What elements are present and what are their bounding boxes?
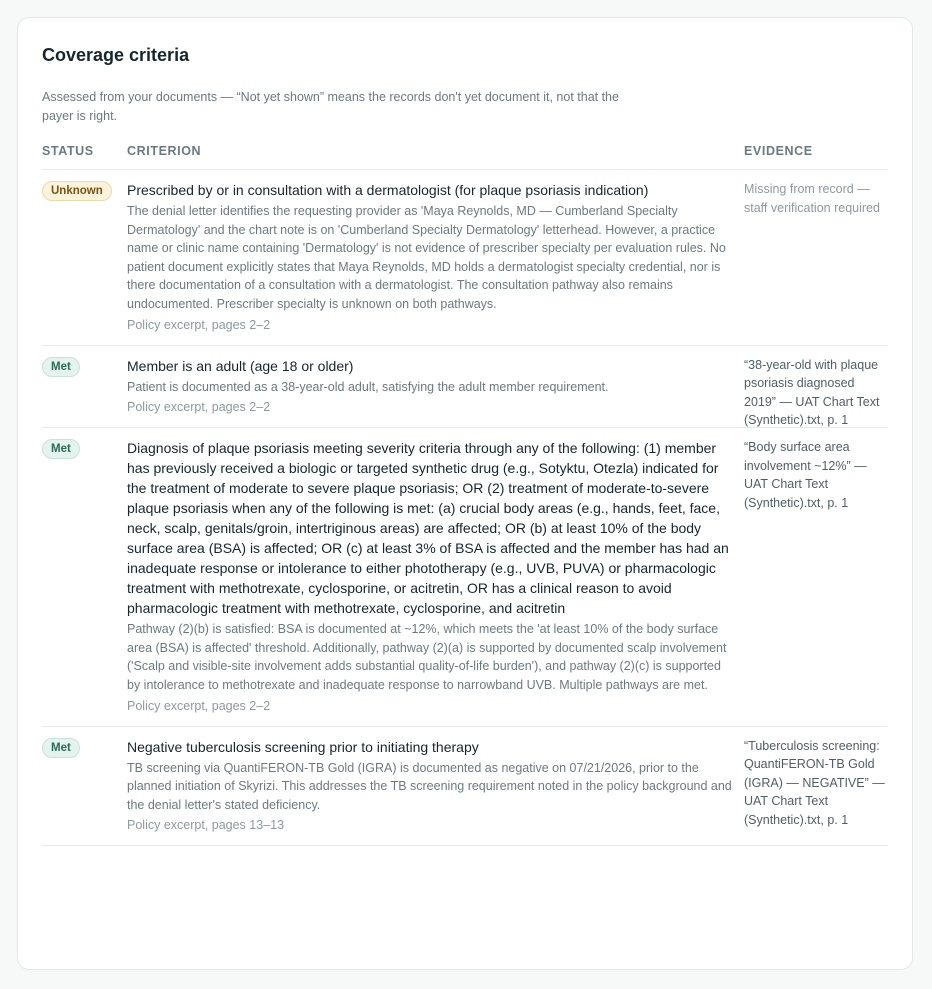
header-criterion: CRITERION	[127, 144, 202, 158]
criterion-cell	[127, 180, 734, 334]
criterion-detail: Pathway (2)(b) is satisfied: BSA is documented at ~12%, which meets the 'at least 10% of the body surface area (BSA) is affected' threshold. Additionally, pathway (2)(a) is supported by documented scalp involvement ('Scalp and visible-site involvement adds substantial quality-of-life burden'), and pathway (2)(c) is supported by intolerance to methotrexate and inadequate response to narrowband UVB. Multiple pathways are met.	[127, 622, 727, 692]
criterion-detail: Patient is documented as a 38-year-old adult, satisfying the adult member requirement.	[127, 379, 609, 394]
status-badge: Met	[42, 738, 80, 758]
coverage-criteria-card	[17, 17, 913, 970]
evidence-cell: “Tuberculosis screening: QuantiFERON-TB Gold (IGRA) — NEGATIVE” — UAT Chart Text (Synthetic).txt, p. 1	[744, 738, 885, 827]
table-header	[42, 142, 888, 170]
policy-source: Policy excerpt, pages 13–13	[127, 818, 285, 833]
criterion-detail: The denial letter identifies the requesting provider as 'Maya Reynolds, MD — Cumberland Specialty Dermatology' and the chart note is on 'Cumberland Specialty Dermatology' letterhead. However, a practice name or clinic name containing 'Dermatology' is not evidence of prescriber specialty per evaluation rules. No patient document explicitly states that Maya Reynolds, MD holds a dermatologist specialty credential, nor is there documentation of a consultation with a dermatologist. The consultation pathway also remains undocumented. Prescriber specialty is unknown on both pathways.	[127, 204, 726, 311]
criterion-title: Negative tuberculosis screening prior to initiating therapy	[127, 738, 479, 755]
status-badge: Met	[42, 439, 80, 459]
evidence-cell: “Body surface area involvement ~12%” — UAT Chart Text (Synthetic).txt, p. 1	[744, 440, 867, 510]
table-row	[42, 727, 888, 847]
criterion-title: Prescribed by or in consultation with a dermatologist (for plaque psoriasis indication)	[127, 182, 649, 198]
table-row	[42, 346, 888, 429]
evidence-cell: Missing from record — staff verification required	[744, 182, 880, 215]
header-status: STATUS	[42, 144, 94, 158]
evidence-cell: “38-year-old with plaque psoriasis diagnosed 2019” — UAT Chart Text (Synthetic).txt, p. 1	[744, 357, 880, 428]
policy-source: Policy excerpt, pages 2–2	[127, 400, 271, 415]
policy-source: Policy excerpt, pages 2–2	[127, 698, 271, 713]
table-row	[42, 428, 888, 726]
criteria-table-body	[42, 170, 888, 846]
status-badge: Unknown	[42, 181, 112, 201]
status-badge: Met	[42, 357, 80, 377]
criterion-cell	[127, 356, 734, 417]
policy-source: Policy excerpt, pages 2–2	[127, 317, 271, 332]
criterion-detail: TB screening via QuantiFERON-TB Gold (IGRA) is documented as negative on 07/21/2026, prior to the planned initiation of Skyrizi. This addresses the TB screening requirement noted in the policy background and the denial letter's stated deficiency.	[127, 760, 732, 812]
card-subtitle: Assessed from your documents — “Not yet shown” means the records don't yet document it, not that the payer is right.	[42, 90, 619, 123]
header-evidence: EVIDENCE	[744, 144, 813, 158]
criterion-title: Diagnosis of plaque psoriasis meeting severity criteria through any of the following: (1) member has previously received a biologic or targeted synthetic drug (e.g., Sotyktu, Otezla) indicated for the treatment of moderate to severe plaque psoriasis; OR (2) treatment of moderate-to-severe plaque psoriasis when any of the following is met: (a) crucial body areas (e.g., hands, feet, face, neck, scalp, genitals/groin, intertriginous areas) are affected; OR (b) at least 10% of the body surface area (BSA) is affected; OR (c) at least 3% of BSA is affected and the member has had an inadequate response or intolerance to either phototherapy (e.g., UVB, PUVA) or pharmacologic treatment with methotrexate, cyclosporine, or acitretin, OR has a clinical reason to avoid pharmacologic treatment with methotrexate, cyclosporine, and acitretin	[127, 440, 729, 617]
criterion-cell	[127, 438, 734, 714]
criterion-cell	[127, 737, 734, 835]
card-title: Coverage criteria	[42, 45, 190, 65]
table-row	[42, 170, 888, 346]
criterion-title: Member is an adult (age 18 or older)	[127, 357, 354, 374]
